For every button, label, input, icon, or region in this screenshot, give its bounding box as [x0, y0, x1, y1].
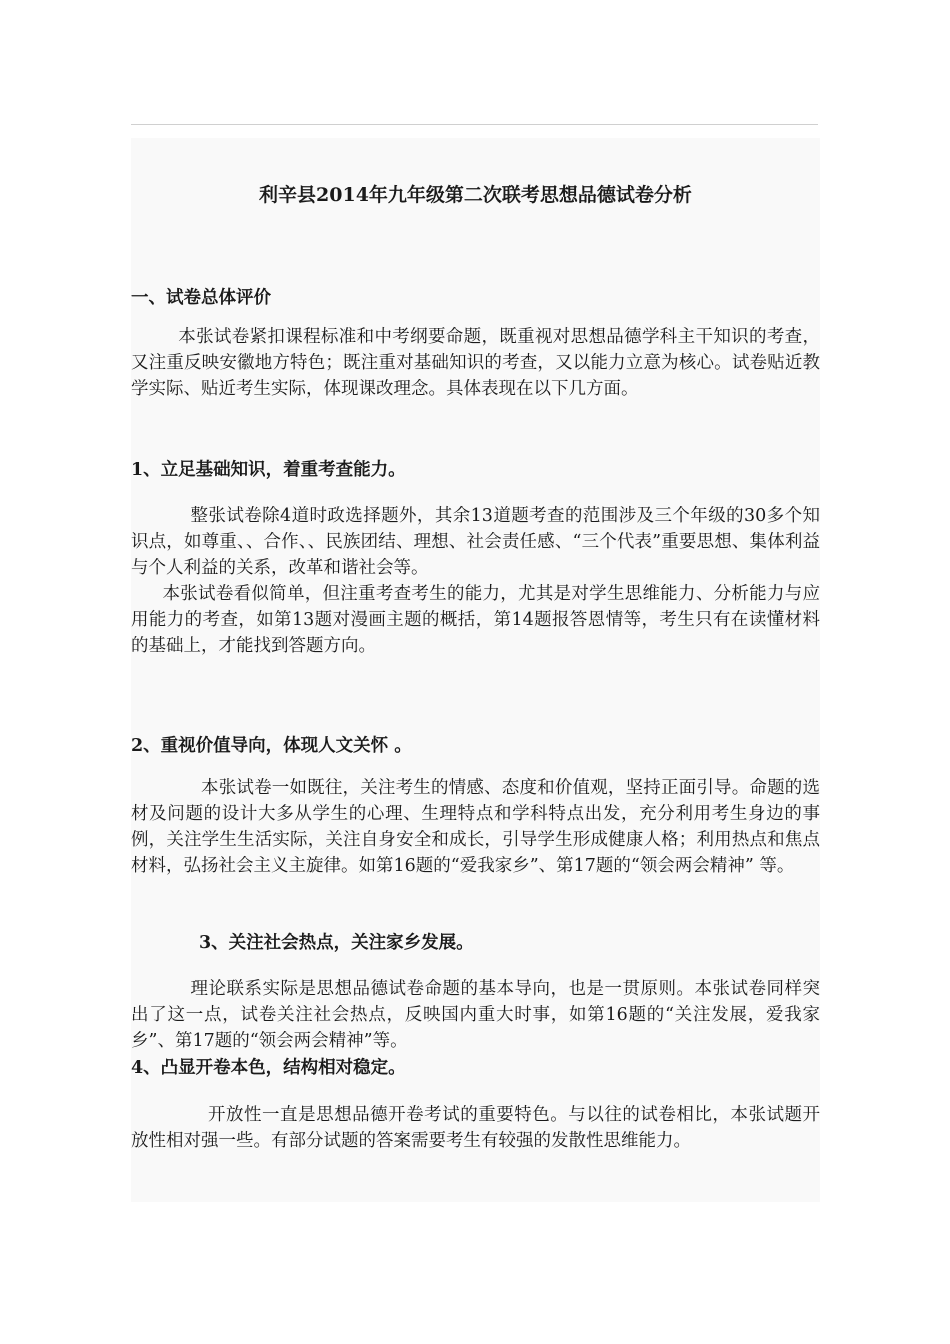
point-heading-1: 1、立足基础知识，着重考查能力。: [131, 460, 406, 480]
paragraph-point-1: [131, 503, 820, 659]
page-top-rule: [131, 124, 818, 125]
paragraph-text: 本张试卷一如既往，关注考生的情感、态度和价值观，坚持正面引导。命题的选材及问题的设计大多从学生的心理、生理特点和学科特点出发，充分利用考生身边的事例，关注学生生活实际，关注自身安全和成长，引导学生形成健康人格；利用热点和焦点材料，弘扬社会主义主旋律。如第16题的“爱我家乡”、第17题的“领会两会精神” 等。: [131, 778, 820, 876]
paragraph-point-4: [131, 1102, 820, 1154]
paragraph-point-2: [131, 775, 820, 879]
point-heading-2: 2、重视价值导向，体现人文关怀 。: [131, 736, 412, 756]
document-body: [131, 138, 820, 1202]
paragraph-text: 开放性一直是思想品德开卷考试的重要特色。与以往的试卷相比，本张试题开放性相对强一些。有部分试题的答案需要考生有较强的发散性思维能力。: [131, 1105, 820, 1151]
section-heading-overall-evaluation: 一、试卷总体评价: [131, 288, 271, 308]
paragraph-text: 整张试卷除4道时政选择题外，其余13道题考查的范围涉及三个年级的30多个知识点，如尊重、、合作、、民族团结、理想、社会责任感、“三个代表”重要思想、集体利益与个人利益的关系，改革和谐社会等。: [131, 506, 820, 578]
paragraph-text: 理论联系实际是思想品德试卷命题的基本导向，也是一贯原则。本张试卷同样突出了这一点，试卷关注社会热点，反映国内重大时事，如第16题的“关注发展，爱我家乡”、第17题的“领会两会精神”等。: [131, 979, 820, 1051]
paragraph-text: 本张试卷紧扣课程标准和中考纲要命题，既重视对思想品德学科主干知识的考查，又注重反映安徽地方特色；既注重对基础知识的考查，又以能力立意为核心。试卷贴近教学实际、贴近考生实际，体现课改理念。具体表现在以下几方面。: [131, 327, 820, 399]
document-title: 利辛县2014年九年级第二次联考思想品德试卷分析: [259, 184, 692, 206]
paragraph-text: 本张试卷看似简单，但注重考查考生的能力，尤其是对学生思维能力、分析能力与应用能力的考查，如第13题对漫画主题的概括，第14题报答恩情等，考生只有在读懂材料的基础上，才能找到答题方向。: [131, 584, 820, 656]
paragraph-point-3: [131, 976, 820, 1054]
point-heading-3: 3、关注社会热点，关注家乡发展。: [199, 933, 474, 953]
point-heading-4: 4、凸显开卷本色，结构相对稳定。: [131, 1058, 406, 1078]
paragraph-overall-evaluation: [131, 324, 820, 402]
